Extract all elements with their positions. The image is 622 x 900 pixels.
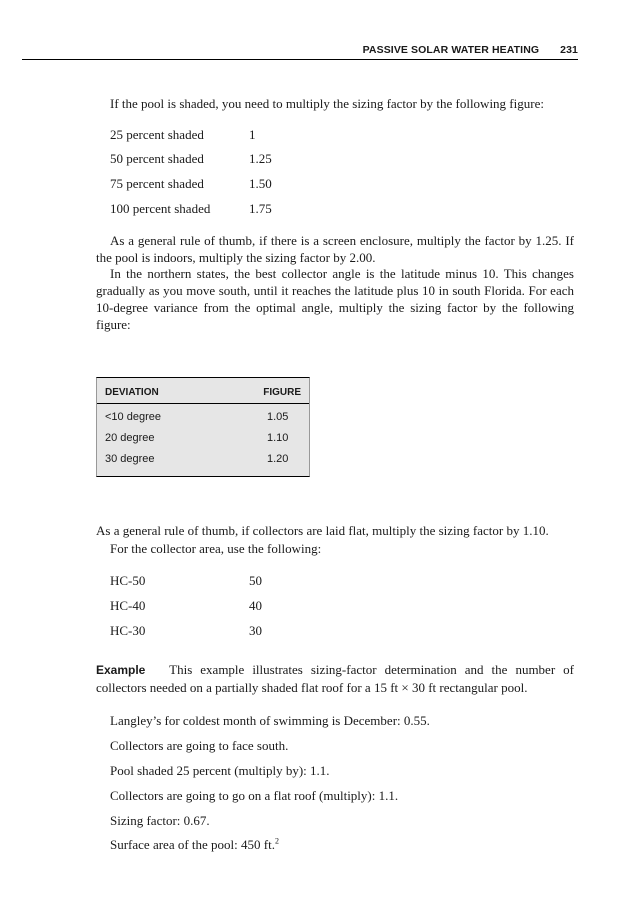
shade-value: 1 <box>249 127 256 142</box>
column-header-deviation: DEVIATION <box>105 387 159 398</box>
shade-value: 1.75 <box>249 201 272 216</box>
surface-area-text: Surface area of the pool: 450 ft. <box>110 837 275 852</box>
collector-label: HC-40 <box>110 598 146 613</box>
northern-paragraph: In the northern states, the best collector angle is the latitude minus 10. This changes gradually as you move south, until it reaches the latitude plus 10 in south Florida. For each 10-degree variance from the optimal angle, multiply the sizing factor by the following figure: <box>96 266 574 332</box>
collector-value: 30 <box>249 623 262 638</box>
shade-label: 100 percent shaded <box>110 201 211 216</box>
example-item-text: Collectors are going to face south. <box>110 738 289 753</box>
collector-value: 50 <box>249 573 262 588</box>
table-cell-deviation: 20 degree <box>105 432 155 444</box>
collector-label: HC-50 <box>110 573 146 588</box>
example-item-text: Langley’s for coldest month of swimming is December: 0.55. <box>110 713 430 728</box>
page-number: 231 <box>560 44 578 56</box>
running-header <box>22 44 578 60</box>
shade-value: 1.50 <box>249 176 272 191</box>
shade-label: 50 percent shaded <box>110 151 204 166</box>
table-cell-deviation: <10 degree <box>105 411 161 423</box>
table-cell-figure: 1.05 <box>267 411 289 423</box>
shade-label: 25 percent shaded <box>110 127 204 142</box>
collector-area-paragraph: For the collector area, use the following: <box>110 541 322 556</box>
collector-value: 40 <box>249 598 262 613</box>
surface-area-line <box>110 836 279 853</box>
header-title: PASSIVE SOLAR WATER HEATING <box>362 44 540 56</box>
shade-label: 75 percent shaded <box>110 176 204 191</box>
column-header-figure: FIGURE <box>263 387 301 398</box>
table-cell-deviation: 30 degree <box>105 453 155 465</box>
example-paragraph <box>96 661 574 696</box>
intro-paragraph: If the pool is shaded, you need to multiply the sizing factor by the following figure: <box>110 96 544 111</box>
deviation-table <box>96 377 310 477</box>
shade-value: 1.25 <box>249 151 272 166</box>
example-item-text: Collectors are going to go on a flat roof (multiply): 1.1. <box>110 788 399 803</box>
example-item-text: Sizing factor: 0.67. <box>110 813 210 828</box>
enclosure-paragraph: As a general rule of thumb, if there is a screen enclosure, multiply the factor by 1.25. If the pool is indoors, multiply the sizing factor by 2.00. <box>96 233 574 265</box>
example-item-text: Pool shaded 25 percent (multiply by): 1.1. <box>110 763 330 778</box>
superscript-two: 2 <box>274 836 279 846</box>
header-rule <box>97 403 309 404</box>
example-text: This example illustrates sizing-factor determination and the number of collectors needed on a partially shaded flat roof for a 15 ft × 30 ft rectangular pool. <box>96 662 574 695</box>
table-cell-figure: 1.20 <box>267 453 289 465</box>
flat-paragraph: As a general rule of thumb, if collectors are laid flat, multiply the sizing factor by 1.10. <box>96 523 549 538</box>
example-label: Example <box>96 663 146 677</box>
table-cell-figure: 1.10 <box>267 432 289 444</box>
collector-label: HC-30 <box>110 623 146 638</box>
